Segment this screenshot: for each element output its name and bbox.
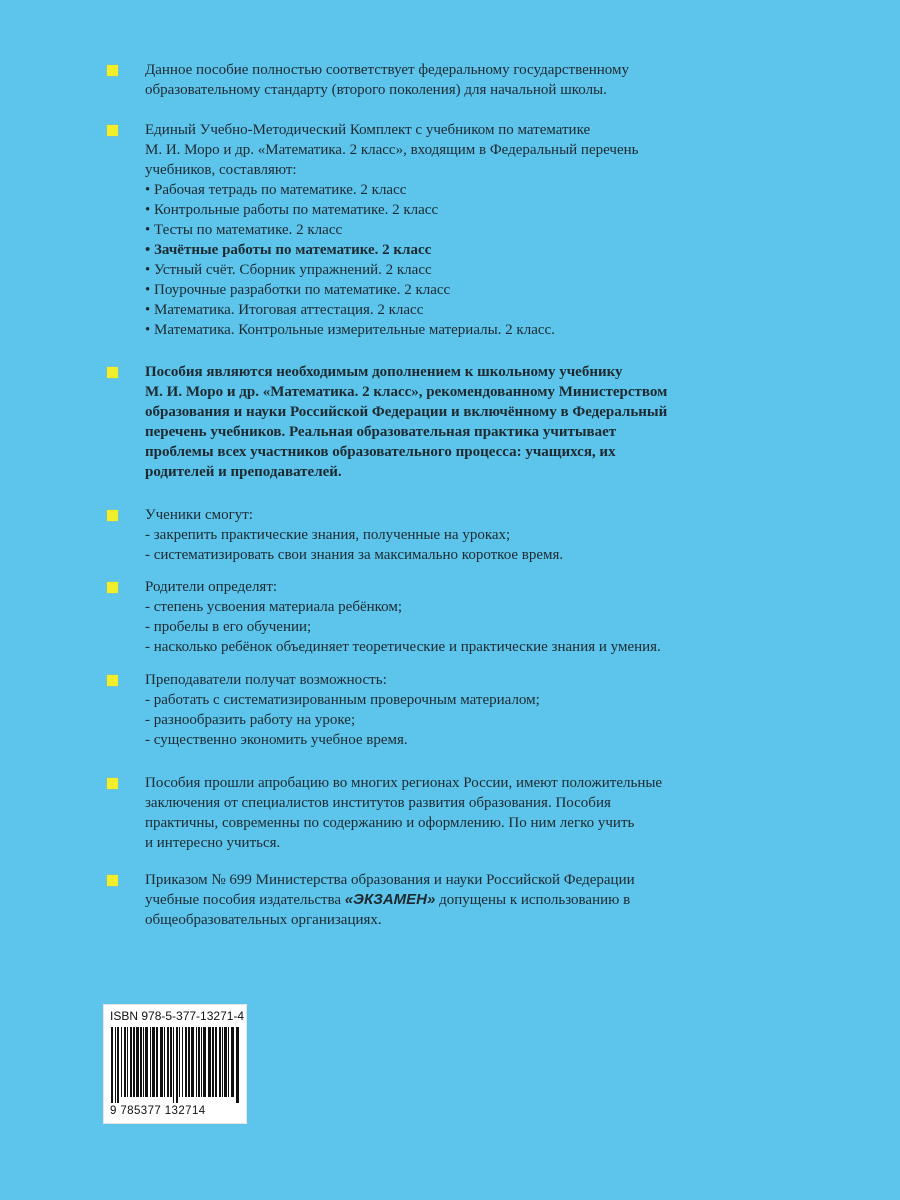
- text-section-5: [145, 577, 865, 657]
- list-item: • Тесты по математике. 2 класс: [145, 220, 865, 240]
- text-line: М. И. Моро и др. «Математика. 2 класс», входящим в Федеральный перечень: [145, 142, 639, 158]
- barcode-bar: [115, 1027, 116, 1103]
- text-line: - пробелы в его обучении;: [145, 619, 312, 635]
- list-item: • Математика. Итоговая аттестация. 2 класс: [145, 300, 865, 320]
- text-line: Приказом № 699 Министерства образования и науки Российской Федерации: [145, 872, 635, 888]
- text-line: М. И. Моро и др. «Математика. 2 класс», рекомендованному Министерством: [145, 384, 668, 400]
- barcode-bar: [130, 1027, 132, 1097]
- barcode-bar: [127, 1027, 128, 1097]
- text-fragment: учебные пособия издательства: [145, 892, 345, 908]
- barcode-bar: [117, 1027, 119, 1103]
- text-section-4: [145, 505, 865, 565]
- text-line: Преподаватели получат возможность:: [145, 672, 387, 688]
- barcode-digits: 9 785377 132714: [110, 1105, 206, 1117]
- text-line: образовательному стандарту (второго поколения) для начальной школы.: [145, 82, 607, 98]
- barcode-bar: [185, 1027, 187, 1097]
- isbn-label: ISBN 978-5-377-13271-4: [110, 1009, 245, 1023]
- barcode-bars: [109, 1027, 241, 1105]
- list-item: • Рабочая тетрадь по математике. 2 класс: [145, 180, 865, 200]
- barcode-bar: [224, 1027, 227, 1097]
- text-section-8: [145, 870, 865, 930]
- text-line: родителей и преподавателей.: [145, 464, 342, 480]
- barcode-bar: [121, 1027, 122, 1097]
- barcode-bar: [145, 1027, 148, 1097]
- publisher-name: «ЭКЗАМЕН»: [344, 891, 436, 908]
- text-line: [145, 890, 865, 910]
- yellow-square-bullet-icon: [107, 125, 118, 136]
- yellow-square-bullet-icon: [107, 65, 118, 76]
- yellow-square-bullet-icon: [107, 675, 118, 686]
- text-line: - систематизировать свои знания за максимально короткое время.: [145, 547, 564, 563]
- barcode-bar: [198, 1027, 200, 1097]
- barcode-bar: [236, 1027, 239, 1103]
- barcode-bar: [191, 1027, 194, 1097]
- text-line: - насколько ребёнок объединяет теоретические и практические знания и умения.: [145, 639, 661, 655]
- text-line: Данное пособие полностью соответствует федеральному государственному: [145, 62, 629, 78]
- list-item: • Поурочные разработки по математике. 2 класс: [145, 280, 865, 300]
- text-line: Пособия являются необходимым дополнением к школьному учебнику: [145, 364, 623, 380]
- barcode-bar: [143, 1027, 144, 1097]
- barcode-bar: [140, 1027, 142, 1097]
- yellow-square-bullet-icon: [107, 875, 118, 886]
- barcode-bar: [170, 1027, 172, 1097]
- list-item: • Контрольные работы по математике. 2 класс: [145, 200, 865, 220]
- list-item: • Математика. Контрольные измерительные материалы. 2 класс.: [145, 320, 865, 340]
- barcode-bar: [152, 1027, 155, 1097]
- text-line: и интересно учиться.: [145, 835, 281, 851]
- barcode-bar: [203, 1027, 206, 1097]
- text-line: образования и науки Российской Федерации и включённому в Федеральный: [145, 404, 668, 420]
- text-line: заключения от специалистов институтов развития образования. Пособия: [145, 795, 611, 811]
- text-line: - разнообразить работу на уроке;: [145, 712, 356, 728]
- barcode-bar: [173, 1027, 174, 1103]
- yellow-square-bullet-icon: [107, 582, 118, 593]
- barcode-bar: [188, 1027, 190, 1097]
- list-item: • Зачётные работы по математике. 2 класс: [145, 240, 865, 260]
- barcode-bar: [156, 1027, 158, 1097]
- text-line: перечень учебников. Реальная образовательная практика учитывает: [145, 424, 617, 440]
- barcode-bar: [179, 1027, 180, 1097]
- barcode-bar: [160, 1027, 163, 1097]
- barcode-bar: [201, 1027, 202, 1097]
- text-section-2: [145, 120, 865, 340]
- barcode-bar: [150, 1027, 151, 1097]
- barcode-bar: [167, 1027, 169, 1097]
- barcode-bar: [212, 1027, 214, 1097]
- barcode-bar: [219, 1027, 221, 1097]
- barcode-bar: [231, 1027, 234, 1097]
- yellow-square-bullet-icon: [107, 778, 118, 789]
- text-line: практичны, современны по содержанию и оформлению. По ним легко учить: [145, 815, 635, 831]
- barcode-bar: [164, 1027, 165, 1097]
- barcode-bar: [222, 1027, 223, 1097]
- text-line: Ученики смогут:: [145, 507, 253, 523]
- list-item: • Устный счёт. Сборник упражнений. 2 класс: [145, 260, 865, 280]
- text-line: Единый Учебно-Методический Комплект с учебником по математике: [145, 122, 591, 138]
- text-section-6: [145, 670, 865, 750]
- text-fragment: допущены к использованию в: [435, 892, 631, 908]
- text-line: проблемы всех участников образовательного процесса: учащихся, их: [145, 444, 616, 460]
- barcode-bar: [215, 1027, 217, 1097]
- isbn-barcode: [103, 1004, 247, 1124]
- text-line: - степень усвоения материала ребёнком;: [145, 599, 403, 615]
- text-section-7: [145, 773, 865, 853]
- text-line: Пособия прошли апробацию во многих регионах России, имеют положительные: [145, 775, 663, 791]
- barcode-bar: [111, 1027, 113, 1103]
- barcode-bar: [228, 1027, 229, 1097]
- text-line: - существенно экономить учебное время.: [145, 732, 408, 748]
- barcode-bar: [133, 1027, 135, 1097]
- barcode-bar: [208, 1027, 211, 1097]
- text-line: учебников, составляют:: [145, 162, 297, 178]
- barcode-bar: [124, 1027, 126, 1097]
- barcode-bar: [182, 1027, 183, 1097]
- yellow-square-bullet-icon: [107, 367, 118, 378]
- text-line: - работать с систематизированным проверочным материалом;: [145, 692, 540, 708]
- text-line: общеобразовательных организациях.: [145, 912, 382, 928]
- text-line: Родители определят:: [145, 579, 278, 595]
- barcode-bar: [196, 1027, 197, 1097]
- text-section-3: [145, 362, 865, 482]
- text-line: - закрепить практические знания, полученные на уроках;: [145, 527, 511, 543]
- barcode-bar: [176, 1027, 178, 1103]
- yellow-square-bullet-icon: [107, 510, 118, 521]
- text-section-1: [145, 60, 865, 100]
- barcode-bar: [136, 1027, 139, 1097]
